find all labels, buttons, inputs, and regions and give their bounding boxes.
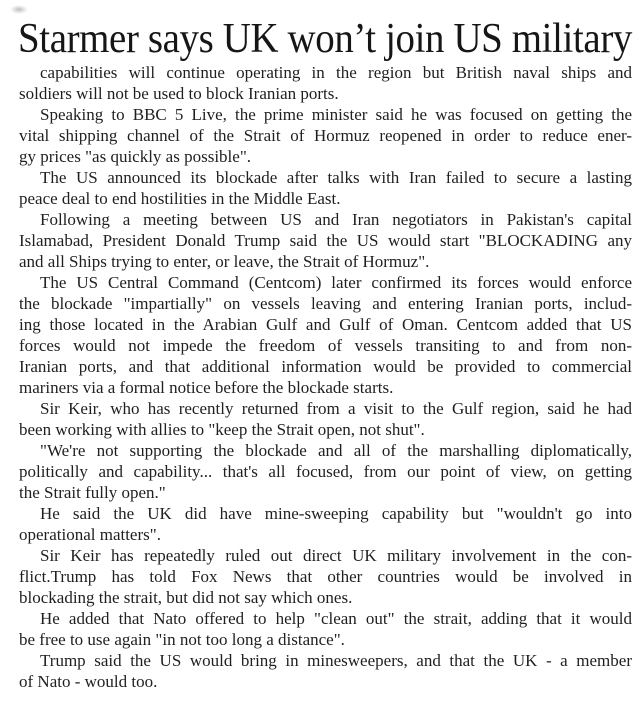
text-line: Speaking to BBC 5 Live, the prime minister said he was focused on getting the [40, 105, 632, 124]
text-line: been working with allies to "keep the Strait open, not shut". [19, 420, 425, 439]
text-line: ing those located in the Arabian Gulf and Gulf of Oman. Centcom added that US [19, 315, 632, 334]
text-line: Sir Keir has repeatedly ruled out direct UK military involvement in the con- [40, 546, 632, 565]
text-line: He added that Nato offered to help "clean out" the strait, adding that it would [40, 609, 632, 628]
text-line: blockading the strait, but did not say which ones. [19, 588, 353, 607]
text-line: Islamabad, President Donald Trump said the US would start "BLOCKADING any [19, 231, 632, 250]
paragraph [19, 398, 632, 440]
paragraph [19, 104, 632, 167]
text-line: mariners via a formal notice before the blockade starts. [19, 378, 394, 397]
paragraph [19, 167, 632, 209]
text-line: gy prices "as quickly as possible". [19, 147, 252, 166]
text-line: flict.Trump has told Fox News that other countries would be involved in [19, 567, 632, 586]
text-line: of Nato - would too. [19, 672, 158, 691]
text-line: soldiers will not be used to block Iranian ports. [19, 84, 339, 103]
paragraph [19, 272, 632, 398]
text-line: The US announced its blockade after talks with Iran failed to secure a lasting [40, 168, 632, 187]
text-line: capabilities will continue operating in the region but British naval ships and [40, 63, 632, 82]
paragraph [19, 440, 632, 503]
article-headline-text: Starmer says UK won’t join US military [18, 16, 632, 62]
text-line: Following a meeting between US and Iran negotiators in Pakistan's capital [40, 210, 632, 229]
text-line: operational matters". [19, 525, 161, 544]
text-line: and all Ships trying to enter, or leave, the Strait of Hormuz". [19, 252, 430, 271]
scan-artifact-mark [10, 5, 28, 14]
text-line: the blockade "impartially" on vessels leaving and entering Iranian ports, includ- [19, 294, 632, 313]
text-line: the Strait fully open." [19, 483, 166, 502]
paragraph [19, 209, 632, 272]
text-line: He said the UK did have mine-sweeping capability but "wouldn't go into [40, 504, 632, 523]
text-line: vital shipping channel of the Strait of Hormuz reopened in order to reduce ener- [19, 126, 632, 145]
text-line: politically and capability... that's all focused, from our point of view, on getting [19, 462, 632, 481]
text-line: peace deal to end hostilities in the Middle East. [19, 189, 341, 208]
text-line: Iranian ports, and that additional information would be provided to commercial [19, 357, 632, 376]
paragraph [19, 545, 632, 608]
text-line: The US Central Command (Centcom) later confirmed its forces would enforce [40, 273, 632, 292]
paragraph [19, 650, 632, 692]
text-line: Sir Keir, who has recently returned from a visit to the Gulf region, said he had [40, 399, 632, 418]
article-body [19, 62, 632, 692]
paragraph [19, 503, 632, 545]
text-line: forces would not impede the freedom of vessels transiting to and from non- [19, 336, 632, 355]
text-line: be free to use again "in not too long a distance". [19, 630, 345, 649]
paragraph [19, 62, 632, 104]
article-headline [18, 17, 632, 63]
text-line: "We're not supporting the blockade and all of the marshalling diplomatically, [40, 441, 632, 460]
paragraph [19, 608, 632, 650]
text-line: Trump said the US would bring in minesweepers, and that the UK - a member [40, 651, 632, 670]
